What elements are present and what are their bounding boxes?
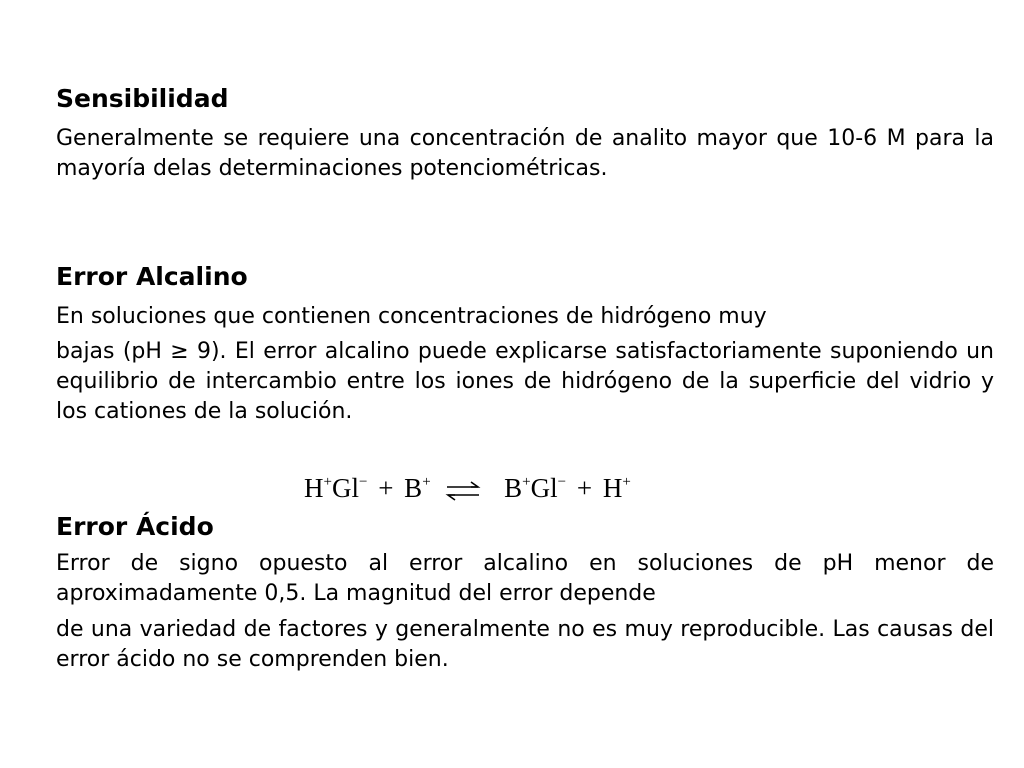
eq-left-plus: + [378, 473, 394, 503]
equation-right-side [504, 460, 631, 510]
heading-error-acido: Error Ácido [56, 512, 214, 541]
paragraph-error-alcalino-1: En soluciones que contienen concentraciones de hidrógeno muy [56, 304, 767, 329]
eq-right-term-1: B [504, 473, 523, 503]
exchange-equilibrium-equation [304, 460, 724, 504]
eq-left-term-3: B [404, 473, 423, 503]
eq-left-charge-1: + [323, 474, 332, 490]
equilibrium-arrow-icon [443, 480, 483, 502]
eq-right-charge-3: + [622, 474, 631, 490]
eq-left-term-1: H [304, 473, 324, 503]
eq-right-term-2: Gl [530, 473, 558, 503]
eq-left-charge-2: − [358, 474, 368, 490]
paragraph-error-alcalino-2: bajas (pH ≥ 9). El error alcalino puede explicarse satisfactoriamente suponiendo un equilibrio de intercambio entre los iones de hidrógeno de la superficie del vidrio y los cationes de la solución. [56, 339, 994, 424]
eq-right-plus: + [576, 473, 593, 503]
heading-sensibilidad: Sensibilidad [56, 84, 229, 113]
paragraph-error-acido-1: Error de signo opuesto al error alcalino en soluciones de pH menor de aproximadamente 0,5. La magnitud del error depende [56, 551, 994, 606]
eq-right-charge-1: + [522, 474, 531, 490]
eq-right-term-3: H [602, 473, 623, 503]
slide [56, 0, 994, 768]
paragraph-error-acido-2: de una variedad de factores y generalmente no es muy reproducible. Las causas del error ácido no se comprenden bien. [56, 617, 994, 672]
heading-error-alcalino: Error Alcalino [56, 262, 248, 291]
eq-left-term-2: Gl [331, 473, 359, 503]
eq-left-charge-3: + [422, 474, 431, 490]
equation-left-side [304, 460, 431, 510]
paragraph-sensibilidad: Generalmente se requiere una concentración de analito mayor que 10-6 M para la mayoría delas determinaciones potenciométricas. [56, 126, 994, 181]
eq-right-charge-2: − [557, 474, 567, 490]
